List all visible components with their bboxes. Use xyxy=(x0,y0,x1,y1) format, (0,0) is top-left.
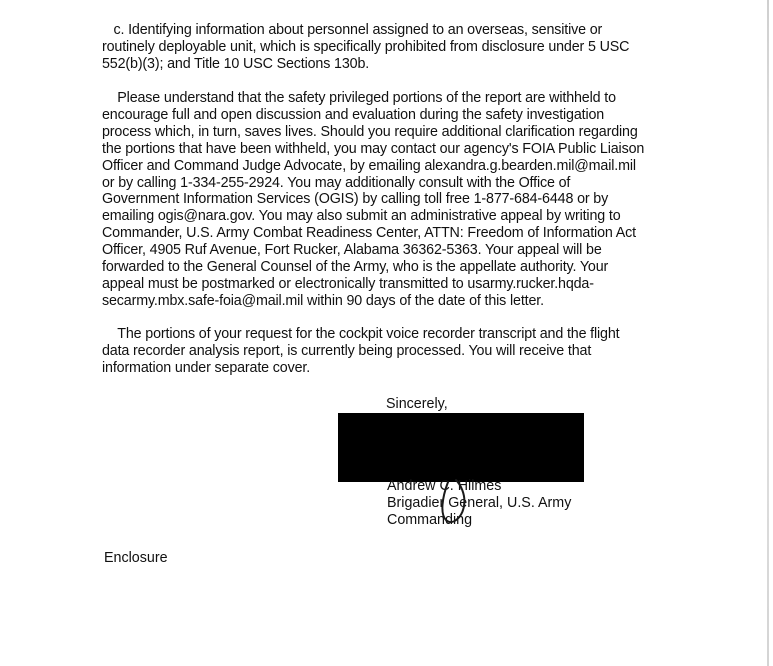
signer-role: Commanding xyxy=(387,511,473,528)
signer-name: Andrew C. Hilmes xyxy=(387,478,502,494)
paragraph-line: c. Identifying information about personnel assigned to an overseas, sensitive or xyxy=(102,22,603,38)
signer-title: Brigadier General, U.S. Army xyxy=(387,494,572,511)
paragraph-line: Commander, U.S. Army Combat Readiness Center, ATTN: Freedom of Information Act xyxy=(102,225,636,242)
paragraph-line: Officer and Command Judge Advocate, by emailing alexandra.g.bearden.mil@mail.mil xyxy=(102,157,636,174)
paragraph-line: Government Information Services (OGIS) by calling toll free 1-877-684-6448 or by xyxy=(102,191,609,208)
paragraph-line: the portions that have been withheld, you may contact our agency's FOIA Public Liaison xyxy=(102,140,645,157)
paragraph-line: routinely deployable unit, which is specifically prohibited from disclosure under 5 USC xyxy=(102,38,630,55)
paragraph-withholding-item-c xyxy=(102,22,674,73)
paragraph-line: appeal must be postmarked or electronically transmitted to usarmy.rucker.hqda- xyxy=(102,275,594,292)
paragraph-line: Please understand that the safety privileged portions of the report are withheld to xyxy=(102,90,616,106)
paragraph-line: information under separate cover. xyxy=(102,359,311,376)
handwritten-signature-icon xyxy=(438,468,478,530)
paragraph-line: forwarded to the General Counsel of the Army, who is the appellate authority. Your xyxy=(102,259,609,276)
paragraph-line: 552(b)(3); and Title 10 USC Sections 130b. xyxy=(102,55,370,72)
paragraph-pending-records xyxy=(102,326,674,377)
enclosure-label: Enclosure xyxy=(104,550,168,566)
paragraph-line: secarmy.mbx.safe-foia@mail.mil within 90 days of the date of this letter. xyxy=(102,292,544,309)
signer-details xyxy=(387,478,607,529)
paragraph-line: The portions of your request for the cockpit voice recorder transcript and the flight xyxy=(102,326,620,342)
paragraph-line: data recorder analysis report, is currently being processed. You will receive that xyxy=(102,342,592,359)
page-edge xyxy=(767,0,769,666)
paragraph-line: Officer, 4905 Ruf Avenue, Fort Rucker, Alabama 36362-5363. Your appeal will be xyxy=(102,242,602,259)
closing-salutation: Sincerely, xyxy=(386,396,448,412)
paragraph-line: emailing ogis@nara.gov. You may also submit an administrative appeal by writing to xyxy=(102,208,621,225)
paragraph-appeal-rights xyxy=(102,90,674,310)
paragraph-line: or by calling 1-334-255-2924. You may additionally consult with the Office of xyxy=(102,174,571,191)
paragraph-line: encourage full and open discussion and evaluation during the safety investigation xyxy=(102,106,605,123)
paragraph-line: process which, in turn, saves lives. Should you require additional clarification regarding xyxy=(102,123,638,140)
